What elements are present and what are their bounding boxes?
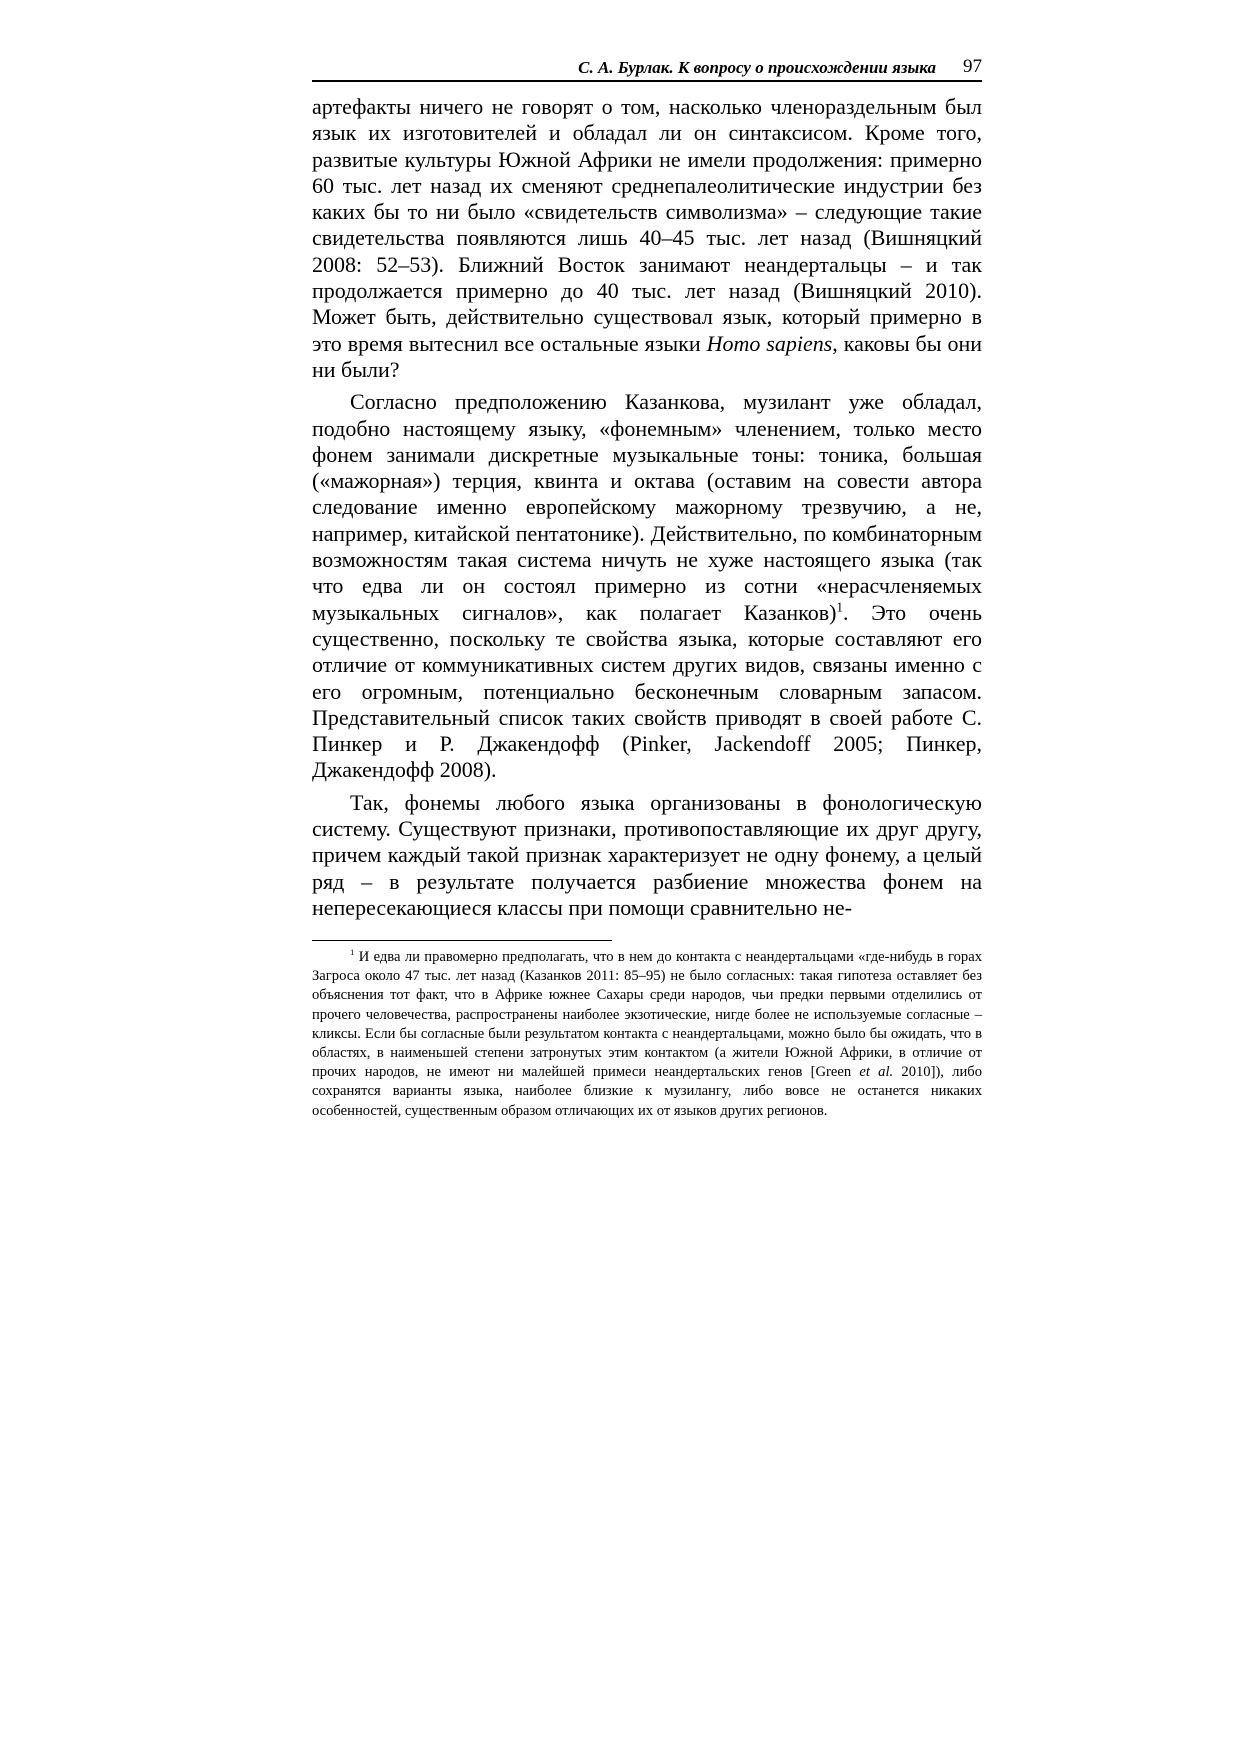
header-rule — [312, 80, 982, 82]
paragraph-3 — [312, 790, 982, 921]
main-text — [312, 94, 982, 927]
paragraph-3-text: Так, фонемы любого языка организованы в фонологическую систему. Существуют признаки, противопоставляющие их друг другу, причем каждый такой признак характеризует не одну фонему, а целый ряд – в результате получается разбиение множества фонем на непересекающиеся классы при помощи сравнительно не- — [312, 789, 982, 920]
footnote-number: 1 — [350, 947, 355, 958]
paragraph-2-text-a: Согласно предположению Казанкова, музилант уже обладал, подобно настоящему языку, «фонемным» членением, только место фонем занимали дискретные музыкальные тоны: тоника, большая («мажорная») терция, квинта и октава (оставим на совести автора следование именно европейскому мажорному трезвучию, а не, например, китайской пентатонике). Действительно, по комбинаторным возможностям такая система ничуть не хуже настоящего языка (так что едва ли он состоял примерно из сотни «нерасчленяемых музыкальных сигналов», как полагает Казанков) — [312, 389, 982, 625]
footnote-separator — [312, 940, 612, 941]
page-number: 97 — [963, 56, 982, 77]
paragraph-2 — [312, 389, 982, 783]
footnote-text-a: И едва ли правомерно предполагать, что в нем до контакта с неандертальцами «где-нибудь в горах Загроса около 47 тыс. лет назад (Казанков 2011: 85–95) не было согласных: такая гипотеза оставляет без объяснения тот факт, что в Африке южнее Сахары среди народов, чьи предки первыми отделились от прочего человечества, распространены наиболее экзотические, нигде более не используемые согласные – кликсы. Если бы согласные были результатом контакта с неандертальцами, можно было бы ожидать, что в областях, в наименьшей степени затронутых этим контактом (а жители Южной Африки, в отличие от прочих народов, не имеют ни малейшей примеси неандертальских генов [Green — [312, 949, 982, 1081]
paragraph-1 — [312, 94, 982, 383]
footnote-ref[interactable]: 1 — [836, 599, 844, 615]
footnote-italic: et al. — [859, 1064, 894, 1081]
running-head-title: С. А. Бурлак. К вопросу о происхождении языка — [578, 58, 936, 77]
paragraph-2-text-b: . Это очень существенно, поскольку те свойства языка, которые составляют его отличие от коммуникативных систем других видов, связаны именно с его огромным, потенциально бесконечным словарным запасом. Представительный список таких свойств приводят в своей работе С. Пинкер и Р. Джакендофф (Pinker, Jackendoff 2005; Пинкер, Джакендофф 2008). — [312, 599, 982, 783]
footnote — [312, 948, 982, 1121]
book-page — [312, 0, 982, 1754]
paragraph-1-italic: Homo sapiens — [706, 330, 833, 356]
paragraph-1-text: артефакты ничего не говорят о том, насколько членораздельным был язык их изготовителей и обладал ли он синтаксисом. Кроме того, развитые культуры Южной Африки не имели продолжения: примерно 60 тыс. лет назад их сменяют среднепалеолитические индустрии без каких бы то ни было «свидетельств символизма» – следующие такие свидетельства появляются лишь 40–45 тыс. лет назад (Вишняцкий 2008: 52–53). Ближний Восток занимают неандертальцы – и так продолжается примерно до 40 тыс. лет назад (Вишняцкий 2010). Может быть, действительно существовал язык, который примерно в это время вытеснил все остальные языки — [312, 94, 982, 356]
paragraph-1-end: , каковы бы они ни были? — [312, 330, 982, 382]
footnote-text-b: 2010]), либо сохранятся варианты языка, наиболее близкие к музилангу, либо вовсе не останется никаких особенностей, существенным образом отличающих их от языков других регионов. — [312, 1064, 982, 1119]
